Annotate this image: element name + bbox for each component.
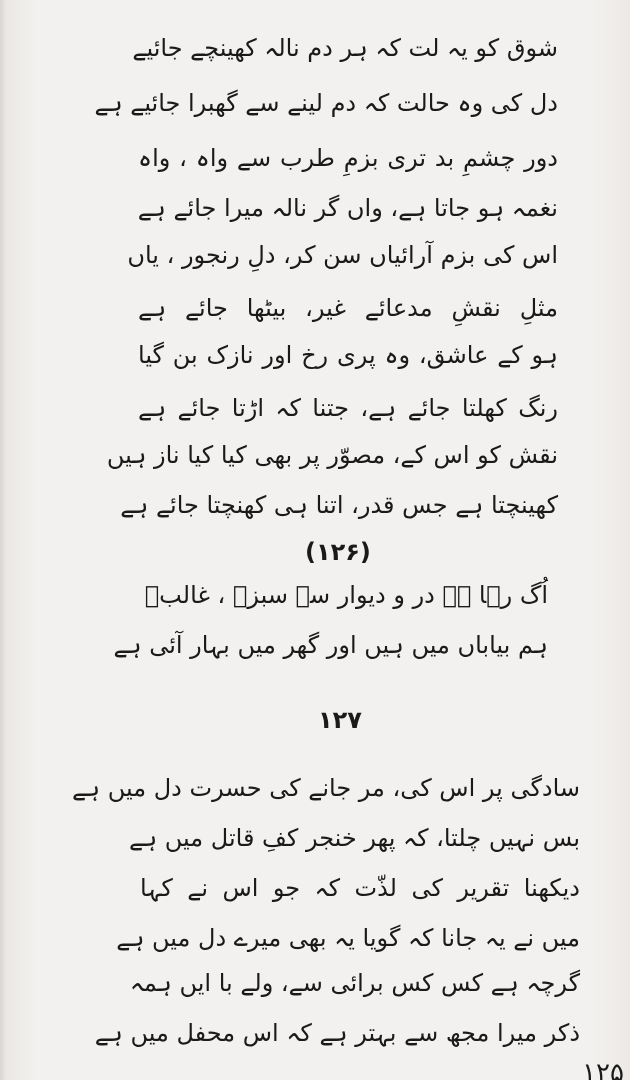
verse-line: دل کی وہ حالت کہ دم لینے سے گھبرا جائیے ہے	[94, 89, 558, 117]
page-number: ۱۲۵	[582, 1058, 624, 1080]
verse-line: ذکر میرا مجھ سے بہتر ہے کہ اس محفل میں ہے	[94, 1019, 580, 1047]
verse-line: مثلِ نقشِ مدعائے غیر، بیٹھا جائے ہے	[138, 294, 558, 322]
verse-line: ہم بیاباں میں ہیں اور گھر میں بہار آئی ہے	[113, 631, 548, 659]
verse-line: نغمہ ہو جاتا ہے، واں گر نالہ میرا جائے ہے	[137, 194, 558, 222]
left-page-edge	[0, 0, 6, 1080]
verse-line: دیکھنا تقریر کی لذّت کہ جو اس نے کہا	[140, 874, 580, 902]
verse-line: بس نہیں چلتا، کہ پھر خنجر کفِ قاتل میں ہے	[129, 824, 580, 852]
verse-line: سادگی پر اس کی، مر جانے کی حسرت دل میں ہے	[71, 774, 580, 802]
verse-line: کھینچتا ہے جس قدر، اتنا ہی کھنچتا جائے ہے	[120, 491, 558, 519]
verse-line: اُگ رہا ہے در و دیوار سے سبزہ ، غالبؔ	[144, 581, 548, 609]
verse-line: شوق کو یہ لت کہ ہر دم نالہ کھینچے جائیے	[132, 34, 558, 62]
verse-line: میں نے یہ جانا کہ گویا یہ بھی میرے دل میں ہے	[116, 924, 580, 952]
section-number-126: (۱۲۶)	[305, 538, 371, 566]
section-number-127: ۱۲۷	[318, 706, 362, 734]
verse-line: رنگ کھلتا جائے ہے، جتنا کہ اڑتا جائے ہے	[138, 394, 558, 422]
verse-line: دور چشمِ بد تری بزمِ طرب سے واہ ، واہ	[138, 144, 558, 172]
verse-line: گرچہ ہے کس کس برائی سے، ولے با ایں ہمہ	[129, 969, 580, 997]
verse-line: نقش کو اس کے، مصوّر پر بھی کیا کیا ناز ہیں	[106, 441, 558, 469]
verse-line: اس کی بزم آرائیاں سن کر، دلِ رنجور ، یاں	[127, 241, 558, 269]
verse-line: ہو کے عاشق، وہ پری رخ اور نازک بن گیا	[138, 341, 558, 369]
